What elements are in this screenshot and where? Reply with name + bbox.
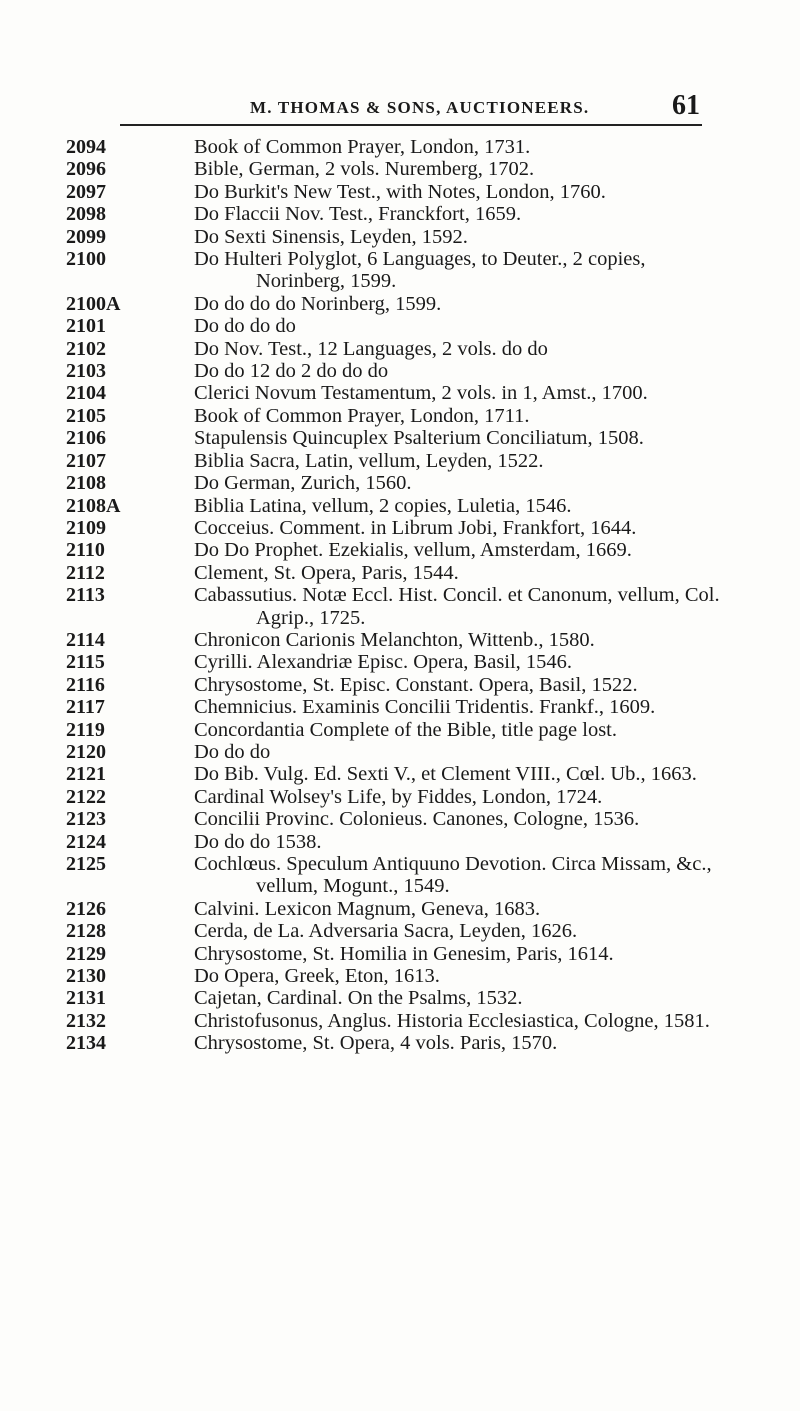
lot-description: Chronicon Carionis Melanchton, Wittenb., 1580.	[194, 628, 595, 651]
lot-description: Stapulensis Quincuplex Psalterium Conciliatum, 1508.	[194, 427, 644, 450]
lot-number: 2108	[66, 472, 106, 495]
lot-entry	[66, 203, 726, 225]
lot-entry	[66, 831, 726, 853]
lot-description: Biblia Sacra, Latin, vellum, Leyden, 1522.	[194, 449, 544, 472]
lot-entry	[66, 674, 726, 696]
lot-number: 2121	[66, 763, 106, 786]
lot-number: 2129	[66, 942, 106, 965]
lot-number: 2117	[66, 696, 105, 719]
lot-entry	[66, 629, 726, 651]
page-number: 61	[672, 90, 700, 121]
lot-entry	[66, 898, 726, 920]
lot-description: Chrysostome, St. Homilia in Genesim, Paris, 1614.	[194, 942, 614, 965]
lot-entry	[66, 136, 726, 158]
lot-description: Chrysostome, St. Episc. Constant. Opera, Basil, 1522.	[194, 673, 638, 696]
lot-description: Book of Common Prayer, London, 1731.	[194, 136, 531, 158]
lot-description: Concordantia Complete of the Bible, title page lost.	[194, 718, 618, 741]
lot-number: 2099	[66, 225, 106, 248]
lot-entry	[66, 517, 726, 539]
lot-description: Do do do do	[194, 315, 296, 338]
lot-description: Cardinal Wolsey's Life, by Fiddes, London, 1724.	[194, 785, 603, 808]
lot-description: Do Hulteri Polyglot, 6 Languages, to Deuter., 2 copies, Norinberg, 1599.	[194, 248, 646, 293]
lot-entry	[66, 943, 726, 965]
lot-description: Cajetan, Cardinal. On the Psalms, 1532.	[194, 987, 523, 1010]
lot-number: 2107	[66, 449, 106, 472]
lot-entry	[66, 472, 726, 494]
lot-number: 2104	[66, 382, 106, 405]
lot-entry	[66, 741, 726, 763]
lot-number: 2094	[66, 136, 106, 158]
lot-description: Do Nov. Test., 12 Languages, 2 vols. do do	[194, 337, 548, 360]
lot-entry	[66, 293, 726, 315]
lot-number: 2134	[66, 1032, 106, 1055]
lot-description: Cyrilli. Alexandriæ Episc. Opera, Basil, 1546.	[194, 651, 573, 674]
lot-entry	[66, 763, 726, 785]
lot-entry	[66, 405, 726, 427]
lot-number: 2100A	[66, 292, 121, 315]
lot-description: Cocceius. Comment. in Librum Jobi, Frankfort, 1644.	[194, 516, 637, 539]
lot-description: Do do do	[194, 740, 271, 763]
lot-number: 2097	[66, 180, 106, 203]
lot-entry	[66, 651, 726, 673]
lot-description: Cerda, de La. Adversaria Sacra, Leyden, 1626.	[194, 920, 578, 943]
lot-entry	[66, 1010, 726, 1032]
lot-description: Do Bib. Vulg. Ed. Sexti V., et Clement VIII., Cœl. Ub., 1663.	[194, 763, 697, 786]
lot-description: Cabassutius. Notæ Eccl. Hist. Concil. et Canonum, vellum, Col. Agrip., 1725.	[194, 584, 720, 629]
lot-number: 2123	[66, 808, 106, 831]
lot-description: Cochlœus. Speculum Antiquuno Devotion. Circa Missam, &c., vellum, Mogunt., 1549.	[194, 853, 712, 898]
lot-number: 2106	[66, 427, 106, 450]
lot-number: 2096	[66, 158, 106, 181]
lot-number: 2132	[66, 1009, 106, 1032]
lot-number: 2101	[66, 315, 106, 338]
lot-number: 2110	[66, 539, 105, 562]
lot-number: 2114	[66, 628, 105, 651]
lot-description: Clement, St. Opera, Paris, 1544.	[194, 561, 459, 584]
lot-entry	[66, 786, 726, 808]
lot-entry	[66, 360, 726, 382]
lot-entry	[66, 450, 726, 472]
lot-number: 2124	[66, 830, 106, 853]
lot-entry	[66, 181, 726, 203]
lot-entry	[66, 696, 726, 718]
lot-description: Chemnicius. Examinis Concilii Tridentis. Frankf., 1609.	[194, 696, 656, 719]
lot-entry	[66, 987, 726, 1009]
lot-description: Book of Common Prayer, London, 1711.	[194, 404, 530, 427]
lot-number: 2130	[66, 965, 106, 988]
lot-number: 2119	[66, 718, 105, 741]
lot-number: 2128	[66, 920, 106, 943]
lot-number: 2122	[66, 785, 106, 808]
lot-description: Chrysostome, St. Opera, 4 vols. Paris, 1570.	[194, 1032, 558, 1055]
lot-description: Do Do Prophet. Ezekialis, vellum, Amsterdam, 1669.	[194, 539, 632, 562]
page-header	[140, 90, 700, 126]
lot-number: 2098	[66, 203, 106, 226]
lot-description: Calvini. Lexicon Magnum, Geneva, 1683.	[194, 897, 541, 920]
lot-description: Christofusonus, Anglus. Historia Ecclesiastica, Cologne, 1581.	[194, 1009, 710, 1032]
lot-number: 2103	[66, 360, 106, 383]
lot-description: Biblia Latina, vellum, 2 copies, Luletia, 1546.	[194, 494, 572, 517]
lot-number: 2116	[66, 673, 105, 696]
lot-description: Do Opera, Greek, Eton, 1613.	[194, 965, 440, 988]
lot-number: 2109	[66, 516, 106, 539]
lot-entry	[66, 920, 726, 942]
lot-list	[66, 136, 726, 1055]
lot-description: Do do 12 do 2 do do do	[194, 360, 389, 383]
lot-entry	[66, 315, 726, 337]
running-head: M. THOMAS & SONS, AUCTIONEERS.	[250, 98, 590, 117]
lot-description: Concilii Provinc. Colonieus. Canones, Cologne, 1536.	[194, 808, 640, 831]
lot-number: 2113	[66, 584, 105, 607]
lot-entry	[66, 338, 726, 360]
lot-entry	[66, 495, 726, 517]
lot-number: 2112	[66, 561, 105, 584]
lot-entry	[66, 427, 726, 449]
lot-entry	[66, 226, 726, 248]
lot-description: Do Flaccii Nov. Test., Franckfort, 1659.	[194, 203, 522, 226]
lot-number: 2126	[66, 897, 106, 920]
lot-description: Do do do do Norinberg, 1599.	[194, 292, 442, 315]
lot-number: 2100	[66, 248, 106, 271]
lot-number: 2120	[66, 740, 106, 763]
lot-description: Do Sexti Sinensis, Leyden, 1592.	[194, 225, 468, 248]
lot-description: Do Burkit's New Test., with Notes, London, 1760.	[194, 180, 606, 203]
lot-description: Bible, German, 2 vols. Nuremberg, 1702.	[194, 158, 535, 181]
lot-entry	[66, 853, 726, 898]
lot-description: Do German, Zurich, 1560.	[194, 472, 412, 495]
lot-entry	[66, 562, 726, 584]
lot-entry	[66, 719, 726, 741]
lot-entry	[66, 1032, 726, 1054]
lot-entry	[66, 248, 726, 293]
lot-entry	[66, 584, 726, 629]
lot-number: 2105	[66, 404, 106, 427]
lot-number: 2125	[66, 853, 106, 875]
lot-entry	[66, 808, 726, 830]
lot-description: Do do do 1538.	[194, 830, 322, 853]
header-rule	[120, 124, 702, 126]
lot-description: Clerici Novum Testamentum, 2 vols. in 1, Amst., 1700.	[194, 382, 648, 405]
lot-number: 2108A	[66, 494, 121, 517]
lot-entry	[66, 539, 726, 561]
lot-number: 2115	[66, 651, 105, 674]
lot-number: 2131	[66, 987, 106, 1010]
lot-entry	[66, 965, 726, 987]
lot-entry	[66, 158, 726, 180]
lot-number: 2102	[66, 337, 106, 360]
lot-entry	[66, 382, 726, 404]
